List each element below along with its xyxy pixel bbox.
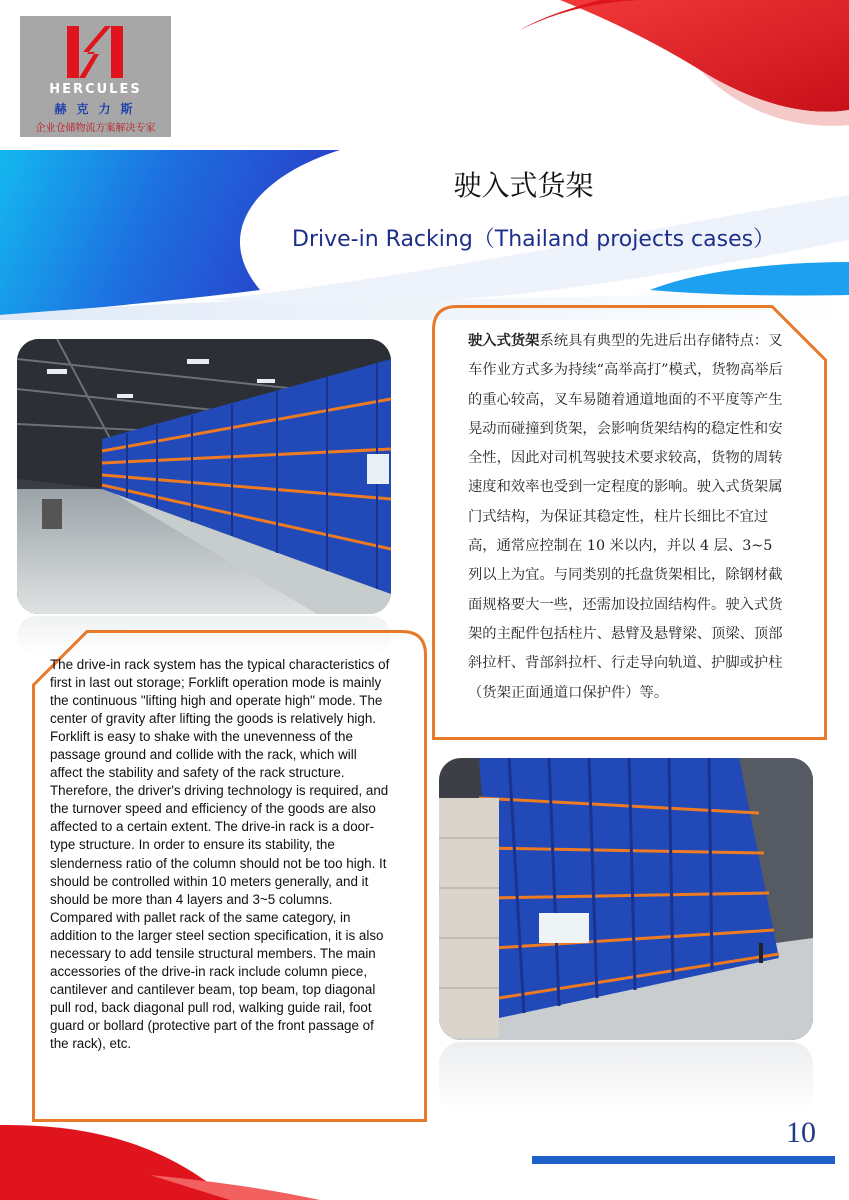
- logo-slogan: 企业仓储物流方案解决专家: [35, 123, 156, 134]
- page-title-cn: 驶入式货架: [453, 169, 594, 202]
- warehouse-photo-1: [17, 339, 391, 614]
- page-title-en: Drive-in Racking（Thailand projects cases）: [292, 227, 776, 252]
- footer-accent-bar: [532, 1156, 835, 1164]
- warehouse-photo-2: [439, 758, 813, 1040]
- logo-brand-cn: 赫克力斯: [54, 102, 143, 116]
- description-cn: [468, 327, 788, 708]
- lightning-bolt-icon: [65, 24, 125, 80]
- logo-brand-en: HERCULES: [49, 82, 142, 97]
- description-cn-lead: 驶入式货架: [468, 333, 540, 349]
- photo-2-reflection: [439, 1042, 813, 1112]
- description-en: The drive-in rack system has the typical characteristics of first in last out storage; Forklift operation mode is mainly the continuous "lifting high and operate high" mode. The center of gravity after lifting the goods is relatively high. Forklift is easy to shake with the unevenness of the passage ground and collide with the rack, which will affect the stability and safety of the rack structure. Therefore, the driver's driving technology is required, and the turnover speed and efficiency of the goods are also affected to a certain extent. The drive-in rack is a door-type structure. In order to ensure its stability, the slenderness ratio of the column should not be too high. It should be controlled within 10 meters generally, and it should be more than 4 layers and 3~5 columns. Compared with pallet rack of the same category, in addition to the larger steel section specification, it is also necessary to add tensile structural members. The main accessories of the drive-in rack include column piece, cantilever and cantilever beam, top beam, top diagonal pull rod, back diagonal pull rod, walking guide rail, foot guard or bollard (protective part of the front passage of the rack), etc.: [50, 657, 390, 1051]
- page-number: 10: [786, 1116, 816, 1149]
- description-cn-body: 系统具有典型的先进后出存储特点：叉车作业方式多为持续“高举高打”模式，货物高举后的重心较高，叉车易随着通道地面的不平度等产生晃动而碰撞到货架，会影响货架结构的稳定性和安全性，因此对司机驾驶技术要求较高，货物的周转速度和效率也受到一定程度的影响。驶入式货架属门式结构，为保证其稳定性，柱片长细比不宜过高，通常应控制在 10 米以内，并以 4 层、3~5 列以上为宜。与同类别的托盘货架相比，除钢材截面规格要大一些，还需加设拉固结构件。驶入式货架的主配件包括柱片、悬臂及悬臂梁、顶梁、顶部斜拉杆、背部斜拉杆、行走导向轨道、护脚或护柱（货架正面通道口保护件）等。: [468, 333, 783, 701]
- company-logo: [20, 16, 171, 137]
